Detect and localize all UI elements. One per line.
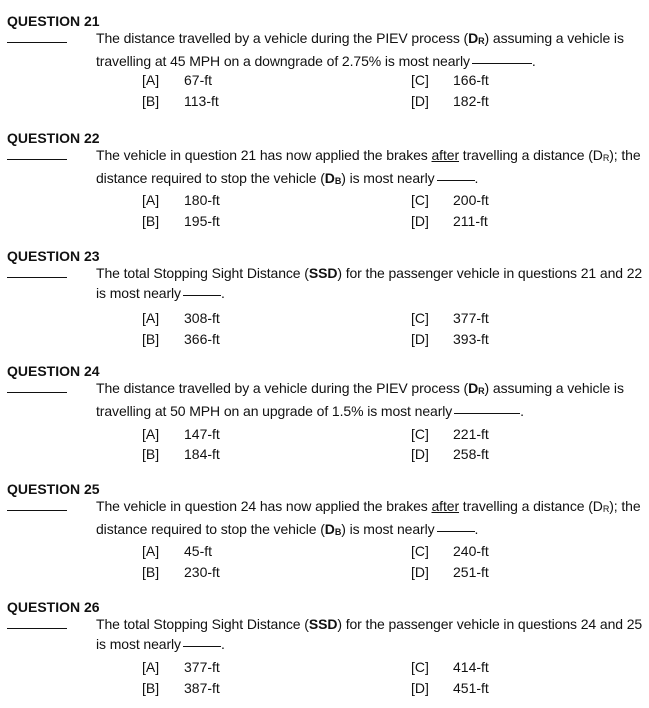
answer-blank[interactable]: [7, 510, 67, 511]
answer-blank[interactable]: [7, 159, 67, 160]
option-c[interactable]: [C] 240-ft: [411, 543, 489, 559]
option-a[interactable]: [A] 147-ft: [142, 426, 220, 442]
option-d[interactable]: [D] 258-ft: [411, 446, 489, 462]
option-d[interactable]: [D] 451-ft: [411, 680, 489, 696]
question-text: The total Stopping Sight Distance (SSD) for the passenger vehicle in questions 21 and 22 is most nearly .: [96, 265, 643, 301]
inline-blank: [472, 63, 532, 64]
question-text: The vehicle in question 21 has now applied the brakes after travelling a distance (DR); the distance required to stop the vehicle (DB) is most nearly .: [96, 147, 641, 186]
question-text: The distance travelled by a vehicle during the PIEV process (DR) assuming a vehicle is travelling at 45 MPH on a downgrade of 2.75% is most nearly .: [96, 30, 624, 69]
option-d[interactable]: [D] 211-ft: [411, 213, 488, 229]
option-b[interactable]: [B] 366-ft: [142, 331, 220, 347]
inline-blank: [183, 295, 221, 296]
option-c[interactable]: [C] 377-ft: [411, 310, 489, 326]
option-b[interactable]: [B] 184-ft: [142, 446, 220, 462]
question-text: The distance travelled by a vehicle during the PIEV process (DR) assuming a vehicle is travelling at 50 MPH on an upgrade of 1.5% is most nearly .: [96, 380, 624, 419]
question-title: QUESTION 22: [7, 130, 100, 146]
option-b[interactable]: [B] 113-ft: [142, 93, 219, 109]
option-b[interactable]: [B] 230-ft: [142, 564, 220, 580]
option-c[interactable]: [C] 200-ft: [411, 192, 489, 208]
option-c[interactable]: [C] 166-ft: [411, 72, 489, 88]
option-b[interactable]: [B] 387-ft: [142, 680, 220, 696]
answer-blank[interactable]: [7, 628, 67, 629]
inline-blank: [183, 646, 221, 647]
option-d[interactable]: [D] 251-ft: [411, 564, 489, 580]
option-a[interactable]: [A] 45-ft: [142, 543, 213, 559]
inline-blank: [437, 531, 475, 532]
option-c[interactable]: [C] 221-ft: [411, 426, 489, 442]
answer-blank[interactable]: [7, 277, 67, 278]
question-text: The total Stopping Sight Distance (SSD) for the passenger vehicle in questions 24 and 25 is most nearly .: [96, 616, 643, 652]
inline-blank: [437, 180, 475, 181]
option-a[interactable]: [A] 67-ft: [142, 72, 213, 88]
question-title: QUESTION 23: [7, 248, 100, 264]
answer-blank[interactable]: [7, 392, 67, 393]
question-title: QUESTION 26: [7, 599, 100, 615]
question-text: The vehicle in question 24 has now applied the brakes after travelling a distance (DR); the distance required to stop the vehicle (DB) is most nearly .: [96, 498, 641, 537]
question-title: QUESTION 21: [7, 13, 100, 29]
option-a[interactable]: [A] 308-ft: [142, 310, 220, 326]
option-d[interactable]: [D] 182-ft: [411, 93, 489, 109]
question-title: QUESTION 25: [7, 481, 100, 497]
option-a[interactable]: [A] 180-ft: [142, 192, 220, 208]
option-c[interactable]: [C] 414-ft: [411, 659, 489, 675]
answer-blank[interactable]: [7, 42, 67, 43]
option-d[interactable]: [D] 393-ft: [411, 331, 489, 347]
option-a[interactable]: [A] 377-ft: [142, 659, 220, 675]
inline-blank: [454, 413, 520, 414]
question-title: QUESTION 24: [7, 363, 100, 379]
option-b[interactable]: [B] 195-ft: [142, 213, 220, 229]
